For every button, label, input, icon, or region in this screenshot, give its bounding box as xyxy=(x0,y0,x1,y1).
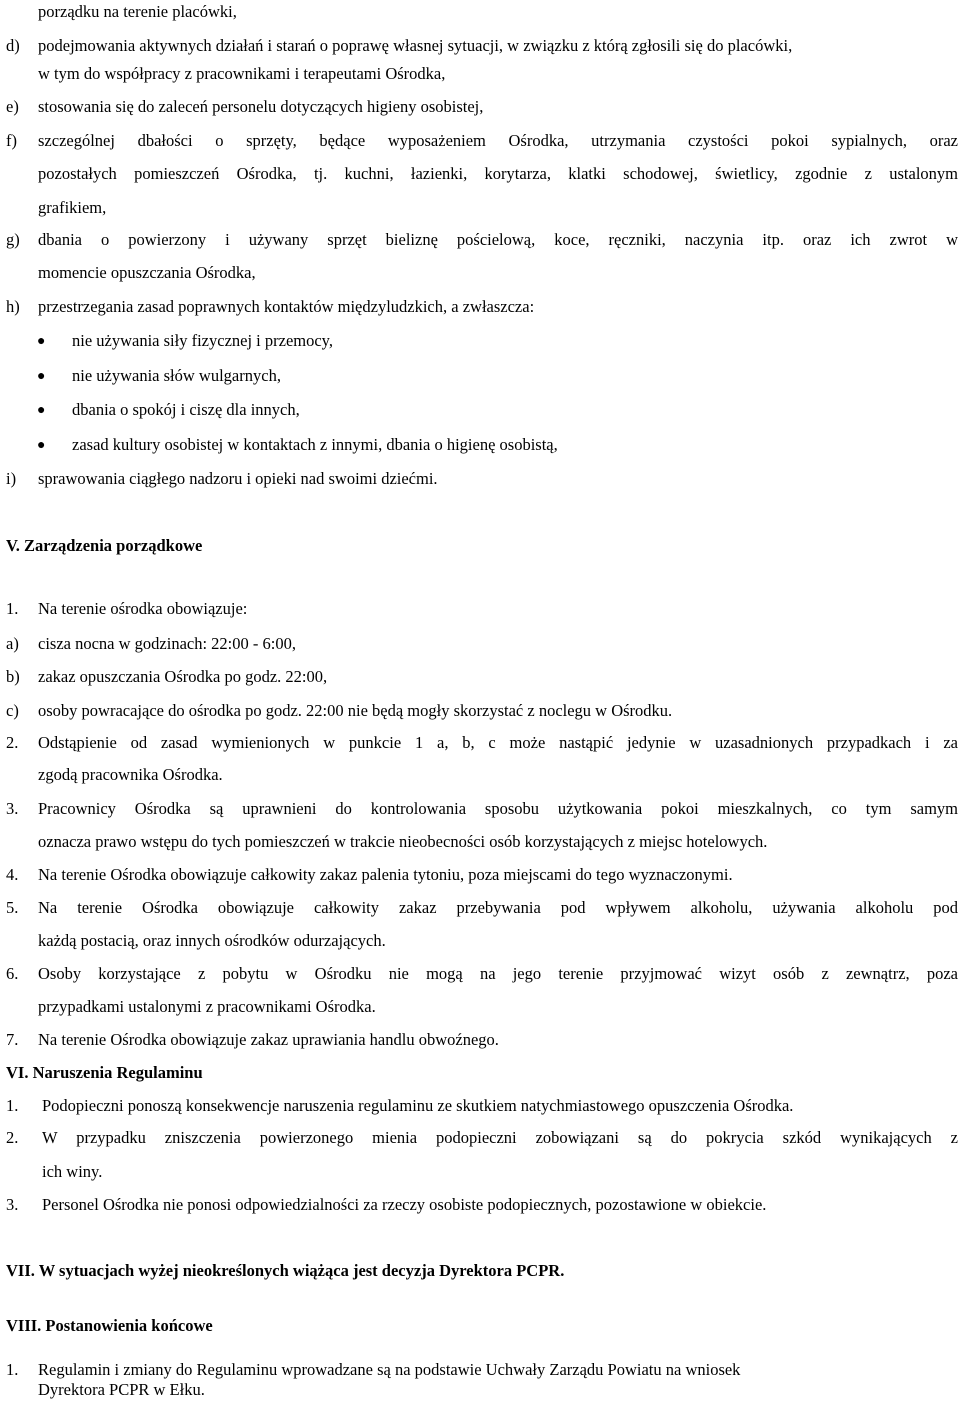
paragraph-line: Personel Ośrodka nie ponosi odpowiedzialności za rzeczy osobiste podopiecznych, pozostawione w obiekcie. xyxy=(42,1195,767,1214)
paragraph-line: oznacza prawo wstępu do tych pomieszczeń w trakcie nieobecności osób korzystających z miejsc hotelowych. xyxy=(38,832,768,851)
bullet-icon: ● xyxy=(37,369,46,384)
list-marker: e) xyxy=(6,97,19,116)
paragraph-line: każdą postacią, oraz innych ośrodków odurzających. xyxy=(38,931,386,950)
paragraph-line: Na terenie ośrodka obowiązuje: xyxy=(38,599,248,618)
list-marker: b) xyxy=(6,667,20,686)
bullet-item: zasad kultury osobistej w kontaktach z innymi, dbania o higienę osobistą, xyxy=(72,435,558,454)
list-marker: 1. xyxy=(6,1096,19,1115)
list-marker: 3. xyxy=(6,799,19,818)
paragraph-line: dbania o powierzony i używany sprzęt bieliznę pościelową, koce, ręczniki, naczynia itp. oraz ich zwrot w xyxy=(38,230,958,249)
section-heading: V. Zarządzenia porządkowe xyxy=(6,536,203,555)
list-marker: 2. xyxy=(6,1128,19,1147)
list-marker: 2. xyxy=(6,733,19,752)
list-marker: 5. xyxy=(6,898,19,917)
paragraph-line: Odstąpienie od zasad wymienionych w punkcie 1 a, b, c może nastąpić jedynie w uzasadnionych przypadkach i za xyxy=(38,733,958,752)
paragraph-line: Podopieczni ponoszą konsekwencje naruszenia regulaminu ze skutkiem natychmiastowego opuszczenia Ośrodka. xyxy=(42,1096,794,1115)
list-marker: h) xyxy=(6,297,20,316)
list-marker: 7. xyxy=(6,1030,19,1049)
bullet-item: dbania o spokój i ciszę dla innych, xyxy=(72,400,300,419)
paragraph-line: osoby powracające do ośrodka po godz. 22:00 nie będą mogły skorzystać z noclegu w Ośrodku. xyxy=(38,701,673,720)
paragraph-line: pozostałych pomieszczeń Ośrodka, tj. kuchni, łazienki, korytarza, klatki schodowej, świetlicy, zgodnie z ustalonym xyxy=(38,164,958,183)
paragraph-line: Na terenie Ośrodka obowiązuje całkowity zakaz przebywania pod wpływem alkoholu, używania alkoholu pod xyxy=(38,898,958,917)
list-marker: 3. xyxy=(6,1195,19,1214)
paragraph-line: porządku na terenie placówki, xyxy=(38,2,237,21)
section-heading: VIII. Postanowienia końcowe xyxy=(6,1316,213,1335)
list-marker: 6. xyxy=(6,964,19,983)
paragraph-line: stosowania się do zaleceń personelu dotyczących higieny osobistej, xyxy=(38,97,484,116)
list-marker: c) xyxy=(6,701,19,720)
paragraph-line: zakaz opuszczania Ośrodka po godz. 22:00, xyxy=(38,667,328,686)
paragraph-line: zgodą pracownika Ośrodka. xyxy=(38,765,223,784)
list-marker: f) xyxy=(6,131,17,150)
paragraph-line: podejmowania aktywnych działań i starań o poprawę własnej sytuacji, w związku z którą zgłosili się do placówki, xyxy=(38,36,793,55)
paragraph-line: Dyrektora PCPR w Ełku. xyxy=(38,1380,205,1399)
paragraph-line: Osoby korzystające z pobytu w Ośrodku nie mogą na jego terenie przyjmować wizyt osób z zewnątrz, poza xyxy=(38,964,958,983)
paragraph-line: grafikiem, xyxy=(38,198,107,217)
bullet-icon: ● xyxy=(37,403,46,418)
list-marker: a) xyxy=(6,634,19,653)
paragraph-line: Pracownicy Ośrodka są uprawnieni do kontrolowania sposobu użytkowania pokoi mieszkalnych, co tym samym xyxy=(38,799,958,818)
paragraph-line: ich winy. xyxy=(42,1162,103,1181)
list-marker: g) xyxy=(6,230,20,249)
paragraph-line: cisza nocna w godzinach: 22:00 - 6:00, xyxy=(38,634,296,653)
list-marker: 1. xyxy=(6,599,19,618)
list-marker: 1. xyxy=(6,1360,19,1379)
paragraph-line: w tym do współpracy z pracownikami i terapeutami Ośrodka, xyxy=(38,64,446,83)
section-heading: VI. Naruszenia Regulaminu xyxy=(6,1063,203,1082)
paragraph-line: W przypadku zniszczenia powierzonego mienia podopieczni zobowiązani są do pokrycia szkód wynikających z xyxy=(42,1128,958,1147)
paragraph-line: szczególnej dbałości o sprzęty, będące wyposażeniem Ośrodka, utrzymania czystości pokoi sypialnych, oraz xyxy=(38,131,958,150)
bullet-item: nie używania słów wulgarnych, xyxy=(72,366,281,385)
section-heading: VII. W sytuacjach wyżej nieokreślonych wiążąca jest decyzja Dyrektora PCPR. xyxy=(6,1261,565,1280)
list-marker: 4. xyxy=(6,865,19,884)
list-marker: d) xyxy=(6,36,20,55)
paragraph-line: sprawowania ciągłego nadzoru i opieki nad swoimi dziećmi. xyxy=(38,469,438,488)
bullet-icon: ● xyxy=(37,334,46,349)
paragraph-line: przestrzegania zasad poprawnych kontaktów międzyludzkich, a zwłaszcza: xyxy=(38,297,535,316)
paragraph-line: Regulamin i zmiany do Regulaminu wprowadzane są na podstawie Uchwały Zarządu Powiatu na wniosek xyxy=(38,1360,741,1379)
bullet-item: nie używania siły fizycznej i przemocy, xyxy=(72,331,333,350)
paragraph-line: Na terenie Ośrodka obowiązuje zakaz uprawiania handlu obwoźnego. xyxy=(38,1030,499,1049)
paragraph-line: Na terenie Ośrodka obowiązuje całkowity zakaz palenia tytoniu, poza miejscami do tego wyznaczonymi. xyxy=(38,865,733,884)
bullet-icon: ● xyxy=(37,438,46,453)
paragraph-line: momencie opuszczania Ośrodka, xyxy=(38,263,256,282)
list-marker: i) xyxy=(6,469,17,488)
paragraph-line: przypadkami ustalonymi z pracownikami Ośrodka. xyxy=(38,997,376,1016)
